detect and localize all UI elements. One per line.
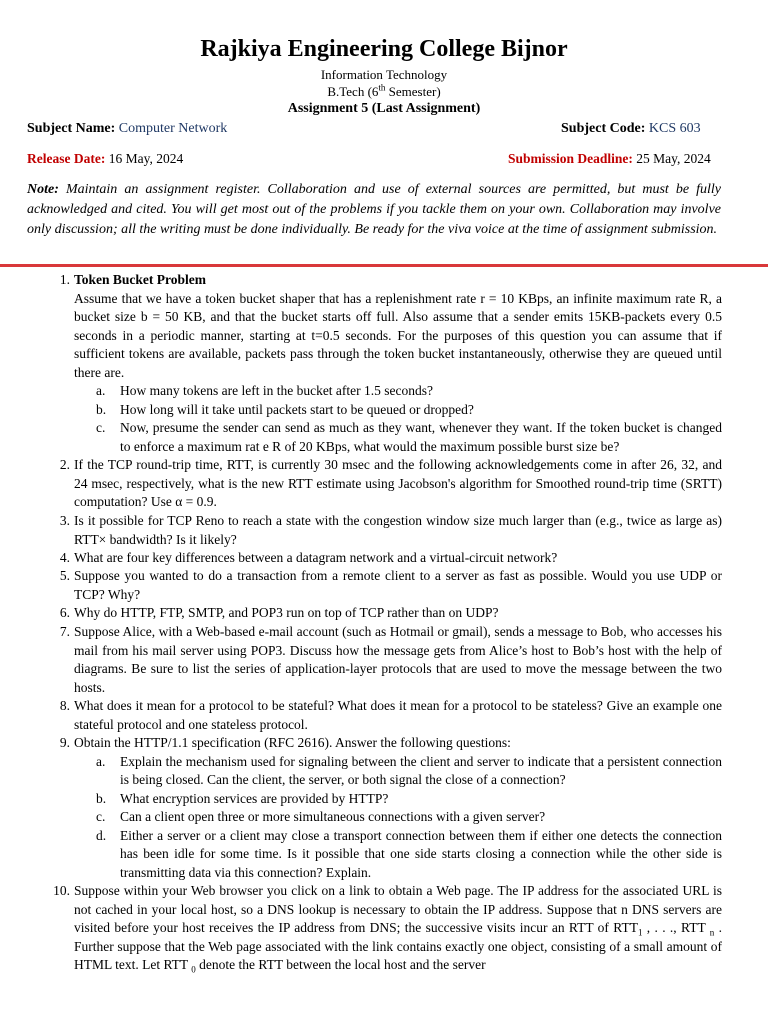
college-title: Rajkiya Engineering College Bijnor <box>200 36 568 62</box>
question-5: 5. Suppose you wanted to do a transaction from a remote client to a server as fast as possible. Would you use UDP or TCP? Why? <box>59 568 722 602</box>
sub-question: b. What encryption services are provided by HTTP? <box>96 790 389 806</box>
subject-code: Subject Code: KCS 603 <box>561 121 701 136</box>
question-7: 7. Suppose Alice, with a Web-based e-mail account (such as Hotmail or gmail), sends a message to Bob, who accesses his mail from his mail server using POP3. Discuss how the message gets from Alice’s host to Bob’s host with the help of diagrams. Be sure to list the series of application-layer protocols that are used to move the message between the two hosts. <box>59 624 722 695</box>
question-1: 1. Token Bucket Problem Assume that we have a token bucket shaper that has a replenishment rate r = 10 KBps, an infinite maximum rate R, a bucket size b = 50 KB, and that the bucket starts off full. Also assume that a sender emits 15KB-packets every 0.5 seconds in a periodic manner, starting at t=0.5 seconds. For the purposes of this question you can assume that if sufficient tokens are available, packets pass through the token bucket instantaneously, otherwise they are queued until there are. a. How many tokens are left in the bucket after 1.5 seconds? b. How long will it take until packets start to be queued or dropped? c. Now, presume the sender can send as much as they want, whenever they want. If the token bucket is changed to enforce a maximum rat e R of 20 KBps, what would the maximum possible burst size be? <box>74 271 722 456</box>
question-3: 3. Is it possible for TCP Reno to reach a state with the congestion window size much larger than (e.g., twice as large as) RTT× bandwidth? Is it likely? <box>59 513 722 547</box>
note-paragraph: Note: Maintain an assignment register. Collaboration and use of external sources are permitted, but must be fully acknowledged and cited. You will get most out of the problems if you tackle them on your own. Collaboration may involve only discussion; all the writing must be done individually. Be ready for the viva voice at the time of assignment submission. <box>27 182 722 237</box>
program: B.Tech (6th Semester) <box>327 82 441 99</box>
sub-question: a. Explain the mechanism used for signaling between the client and server to indicate that a persistent connection is being closed. Can the client, the server, or both signal the close of a connection? <box>96 753 722 787</box>
sub-question: c. Can a client open three or more simultaneous connections with a given server? <box>96 809 546 824</box>
sub-question: a. How many tokens are left in the bucket after 1.5 seconds? <box>96 383 434 398</box>
question-6: 6. Why do HTTP, FTP, SMTP, and POP3 run on top of TCP rather than on UDP? <box>59 605 499 620</box>
sub-question: c. Now, presume the sender can send as much as they want, whenever they want. If the token bucket is changed to enforce a maximum rat e R of 20 KBps, what would the maximum possible burst size be? <box>96 420 722 454</box>
question-10: 10. Suppose within your Web browser you click on a link to obtain a Web page. The IP address for the associated URL is not cached in your local host, so a DNS lookup is necessary to obtain the IP address. Suppose that n DNS servers are visited before your host receives the IP address from DNS; the successive visits incur an RTT of $RTT_1$ , . . ., RTT $_n$ . Further suppose that the Web page associated with the link contains exactly one object, consisting of a small amount of HTML text. Let RTT $_0$ denote the RTT between the local host and the server <box>53 883 722 975</box>
question-8: 8. What does it mean for a protocol to be stateful? What does it mean for a protocol to be stateless? Give an example one stateful protocol and one stateless protocol. <box>59 698 722 732</box>
subject-name: Subject Name: Computer Network <box>27 121 228 136</box>
department: Information Technology <box>320 67 448 82</box>
section-divider <box>0 264 768 267</box>
assignment-title: Assignment 5 (Last Assignment) <box>287 101 481 116</box>
sub-question: b. How long will it take until packets start to be queued or dropped? <box>96 401 474 417</box>
sub-question: d. Either a server or a client may close a transport connection between them if either one detects the connection has been idle for some time. Is it possible that one side starts closing a connection while the other side is transmitting data via this connection? Explain. <box>96 827 722 880</box>
question-9: 9. Obtain the HTTP/1.1 specification (RFC 2616). Answer the following questions: a. Explain the mechanism used for signaling between the client and server to indicate that a persistent connection is being closed. Can the client, the server, or both signal the close of a connection? b. What encryption services are provided by HTTP? c. Can a client open three or more simultaneous connections with a given server? d. Either a server or a client may close a transport connection between them if either one detects the connection has been idle for some time. Is it possible that one side starts closing a connection while the other side is transmitting data via this connection? Explain. <box>74 734 722 882</box>
submission-deadline: Submission Deadline: 25 May, 2024 <box>508 151 711 166</box>
release-date: Release Date: 16 May, 2024 <box>27 151 184 166</box>
question-2: 2. If the TCP round-trip time, RTT, is currently 30 msec and the following acknowledgements come in after 26, 32, and 24 msec, respectively, what is the new RTT estimate using Jacobson's algorithm for Smoothed round-trip time (SRTT) computation? Use α = 0.9. <box>59 457 722 509</box>
question-4: 4. What are four key differences between a datagram network and a virtual-circuit network? <box>59 550 558 565</box>
